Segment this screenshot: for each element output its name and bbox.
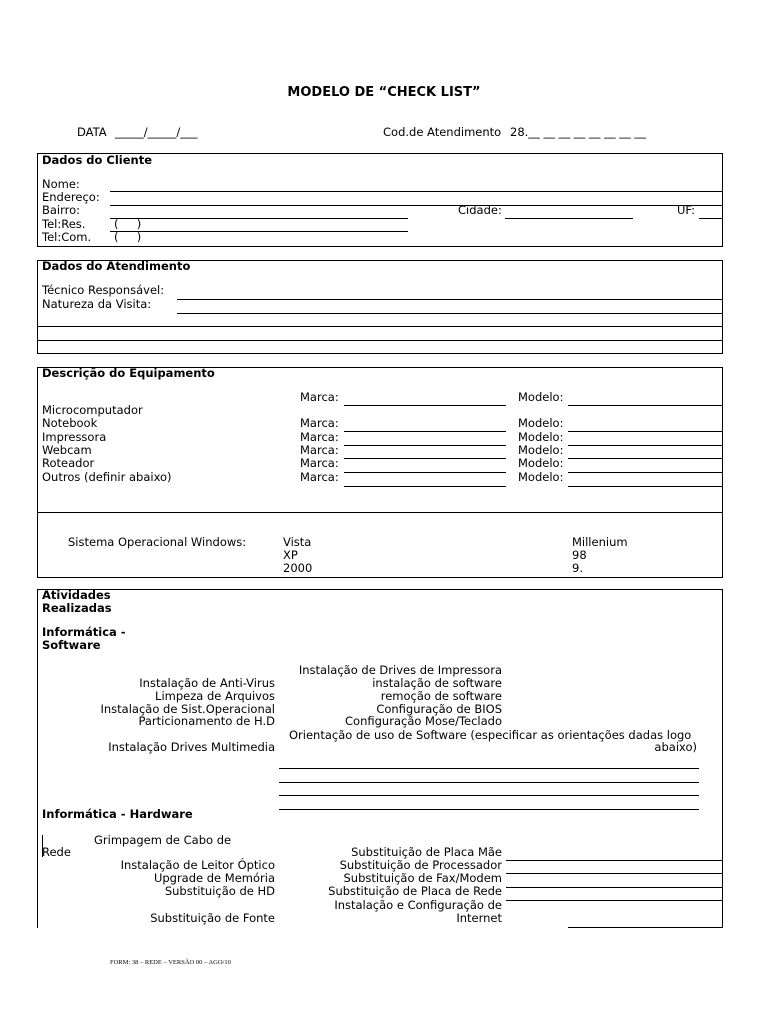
hardware-activity: Instalação de Leitor Óptico: [120, 858, 275, 872]
activities-heading: Realizadas: [42, 601, 112, 615]
equipment-item-microcomputer: Microcomputador: [42, 403, 143, 417]
equipment-item-printer: Impressora: [42, 430, 107, 444]
district-label: Bairro:: [42, 203, 81, 217]
city-line: [505, 218, 633, 219]
guidance-blank-line: [279, 795, 699, 796]
os-option-millenium: Millenium: [572, 535, 628, 549]
os-option-9: 9.: [572, 561, 583, 575]
equipment-item-router: Roteador: [42, 456, 95, 470]
model-line: [568, 486, 722, 487]
hardware-blank-line: [506, 873, 722, 874]
guidance-blank-line: [279, 809, 699, 810]
os-option-2000: 2000: [283, 561, 313, 575]
os-option-vista: Vista: [283, 535, 312, 549]
name-line: [110, 191, 722, 192]
equipment-item-webcam: Webcam: [42, 443, 92, 457]
model-label: Modelo:: [518, 470, 564, 484]
model-label: Modelo:: [518, 430, 564, 444]
software-activity: Instalação de Drives de Impressora: [298, 663, 502, 677]
tel-res-area-code: ( ): [114, 217, 142, 231]
brand-line: [344, 486, 506, 487]
model-label: Modelo:: [518, 390, 564, 404]
hardware-activity: Upgrade de Memória: [153, 871, 275, 885]
attendance-code-label: Cod.de Atendimento: [383, 125, 502, 139]
os-option-xp: XP: [283, 548, 298, 562]
equipment-item-other: Outros (definir abaixo): [42, 470, 172, 484]
hardware-heading: Informática - Hardware: [42, 807, 193, 821]
district-line: [110, 218, 408, 219]
guidance-blank-line: [279, 782, 699, 783]
brand-label: Marca:: [300, 470, 339, 484]
software-activity: Limpeza de Arquivos: [155, 689, 275, 703]
activities-heading: Atividades: [42, 588, 111, 602]
guidance-blank-line: [279, 768, 699, 769]
tel-com-area-code: ( ): [114, 230, 142, 244]
hardware-blank-line: [506, 900, 722, 901]
guidance-text: Orientação de uso de Software (especificar as orientações dadas logo: [289, 728, 692, 742]
brand-label: Marca:: [300, 456, 339, 470]
brand-line: [344, 445, 506, 446]
software-activity: instalação de software: [372, 676, 502, 690]
software-heading: Informática -: [42, 625, 126, 639]
hardware-blank-line: [506, 860, 722, 861]
brand-line: [344, 405, 506, 406]
equipment-divider: [37, 512, 723, 513]
hardware-activity: Substituição de Fax/Modem: [343, 871, 502, 885]
model-line: [568, 472, 722, 473]
model-label: Modelo:: [518, 443, 564, 457]
client-heading: Dados do Cliente: [42, 153, 153, 167]
state-line: [699, 218, 722, 219]
model-label: Modelo:: [518, 456, 564, 470]
software-activity: Instalação de Anti-Virus: [139, 676, 275, 690]
model-line: [568, 458, 722, 459]
software-activity: Particionamento de H.D: [138, 714, 275, 728]
software-activity: remoção de software: [380, 689, 502, 703]
visit-nature-label: Natureza da Visita:: [42, 297, 152, 311]
brand-line: [344, 472, 506, 473]
os-option-98: 98: [572, 548, 587, 562]
software-activity: Instalação de Sist.Operacional: [100, 702, 275, 716]
footer-form-code: FORM: 38 – REDE – VERSÃO 00 – AGO/10: [110, 959, 231, 966]
model-label: Modelo:: [518, 416, 564, 430]
tel-res-label: Tel:Res.: [42, 217, 86, 231]
address-label: Endereço:: [42, 190, 100, 204]
technician-line: [177, 299, 722, 300]
visit-nature-line: [177, 313, 722, 314]
brand-label: Marca:: [300, 416, 339, 430]
name-label: Nome:: [42, 177, 80, 191]
hardware-activity: Substituição de Processador: [339, 858, 502, 872]
guidance-text: abaixo): [654, 740, 697, 754]
hardware-activity: Substituição de Placa de Rede: [328, 884, 502, 898]
service-heading: Dados do Atendimento: [42, 259, 191, 273]
brand-label: Marca:: [300, 443, 339, 457]
notes-line: [37, 326, 723, 327]
hardware-blank-line: [568, 927, 722, 928]
brand-label: Marca:: [300, 390, 339, 404]
model-line: [568, 405, 722, 406]
attendance-code-value: 28.__ __ __ __ __ __ __ __: [510, 125, 646, 139]
hardware-activity: Grimpagem de Cabo de: [94, 833, 232, 847]
technician-label: Técnico Responsável:: [42, 283, 165, 297]
hardware-activity: Rede: [42, 845, 71, 859]
brand-line: [344, 458, 506, 459]
equipment-item-notebook: Notebook: [42, 416, 98, 430]
hardware-activity: Substituição de Fonte: [150, 911, 275, 925]
tel-com-label: Tel:Com.: [42, 230, 92, 244]
brand-label: Marca:: [300, 430, 339, 444]
software-activity: Configuração de BIOS: [376, 702, 502, 716]
date-label: DATA: [77, 125, 107, 139]
state-label: UF:: [677, 203, 696, 217]
os-label: Sistema Operacional Windows:: [68, 535, 247, 549]
address-line: [110, 205, 722, 206]
hardware-activity: Substituição de Placa Mãe: [351, 845, 502, 859]
internet-activity: Instalação e Configuração de: [334, 898, 502, 912]
hardware-activity: Substituição de HD: [164, 884, 275, 898]
date-blank: _____/_____/___: [115, 125, 198, 139]
hardware-blank-line: [506, 887, 722, 888]
brand-line: [344, 431, 506, 432]
tel-res-line: [110, 231, 408, 232]
software-heading: Software: [42, 638, 101, 652]
internet-activity: Internet: [456, 911, 502, 925]
software-activity: Instalação Drives Multimedia: [108, 740, 275, 754]
notes-line: [37, 340, 723, 341]
page-title: MODELO DE “CHECK LIST”: [287, 85, 481, 100]
city-label: Cidade:: [458, 203, 502, 217]
model-line: [568, 445, 722, 446]
equipment-heading: Descrição do Equipamento: [42, 366, 215, 380]
software-activity: Configuração Mose/Teclado: [345, 714, 502, 728]
model-line: [568, 431, 722, 432]
